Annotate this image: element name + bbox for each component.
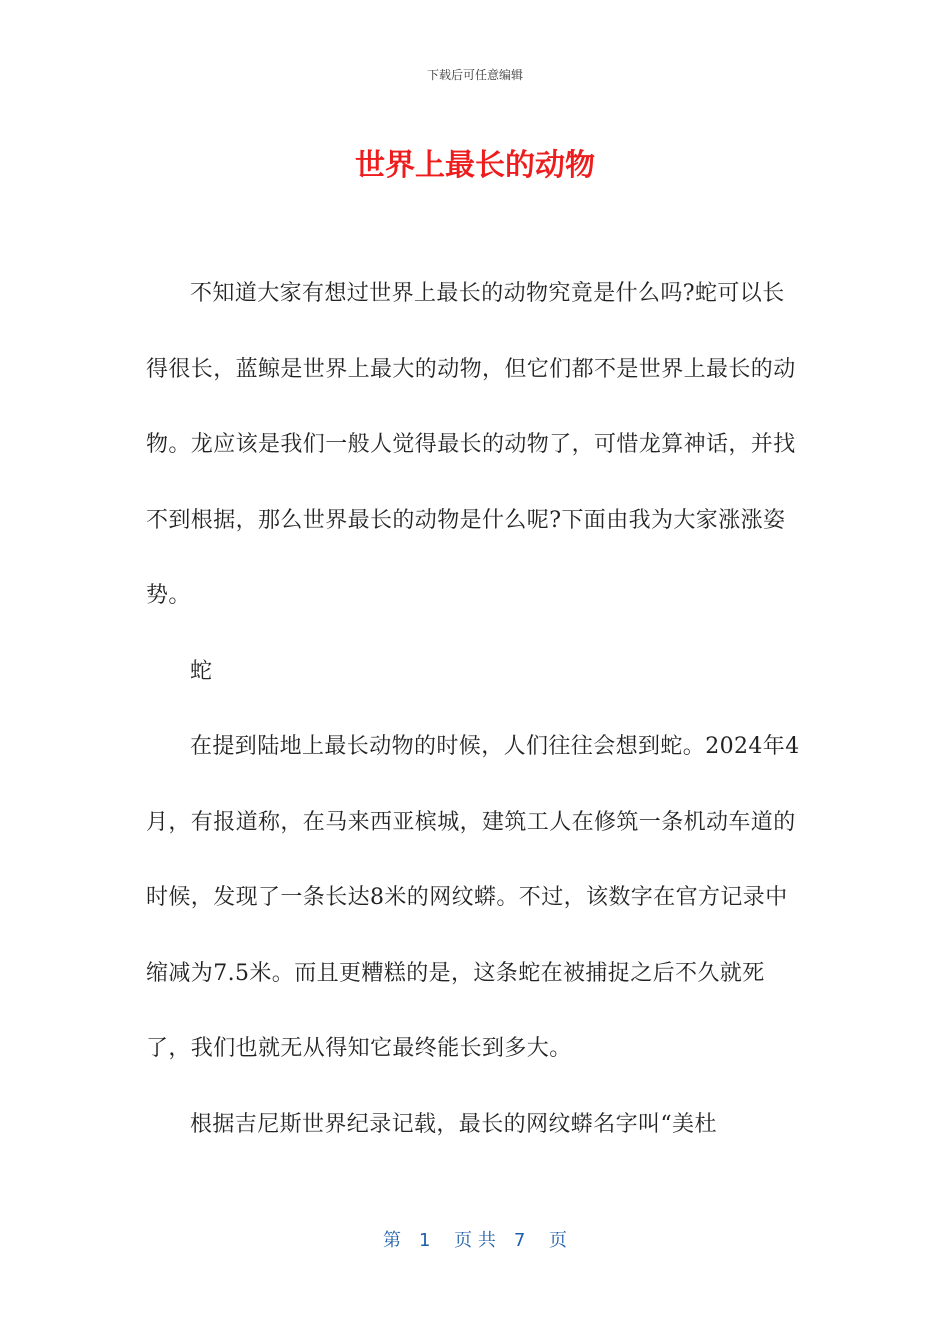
page-header-note: 下载后可任意编辑 (426, 68, 523, 82)
document-title: 世界上最长的动物 (355, 148, 595, 183)
paragraph-section-snake: 蛇 (190, 658, 213, 684)
page-number-footer: 第 1 页 共 7 页 (382, 1230, 568, 1251)
paragraph-snake-record: 在提到陆地上最长动物的时候，人们往往会想到蛇。2024年4月，有报道称，在马来西亚槟城，建筑工人在修筑一条机动车道的时候，发现了一条长达8米的网纹蟒。不过，该数字在官方记录中缩减为7.5米。而且更糟糕的是，这条蛇在被捕捉之后不久就死了，我们也就无从得知它最终能长到多大。 (146, 734, 800, 1061)
document-body (146, 256, 806, 1162)
paragraph-guinness: 根据吉尼斯世界纪录记载，最长的网纹蟒名字叫“美杜 (190, 1111, 717, 1137)
paragraph-intro: 不知道大家有想过世界上最长的动物究竟是什么吗?蛇可以长得很长，蓝鲸是世界上最大的动物，但它们都不是世界上最长的动物。龙应该是我们一般人觉得最长的动物了，可惜龙算神话，并找不到根据，那么世界最长的动物是什么呢?下面由我为大家涨涨姿势。 (146, 281, 796, 608)
